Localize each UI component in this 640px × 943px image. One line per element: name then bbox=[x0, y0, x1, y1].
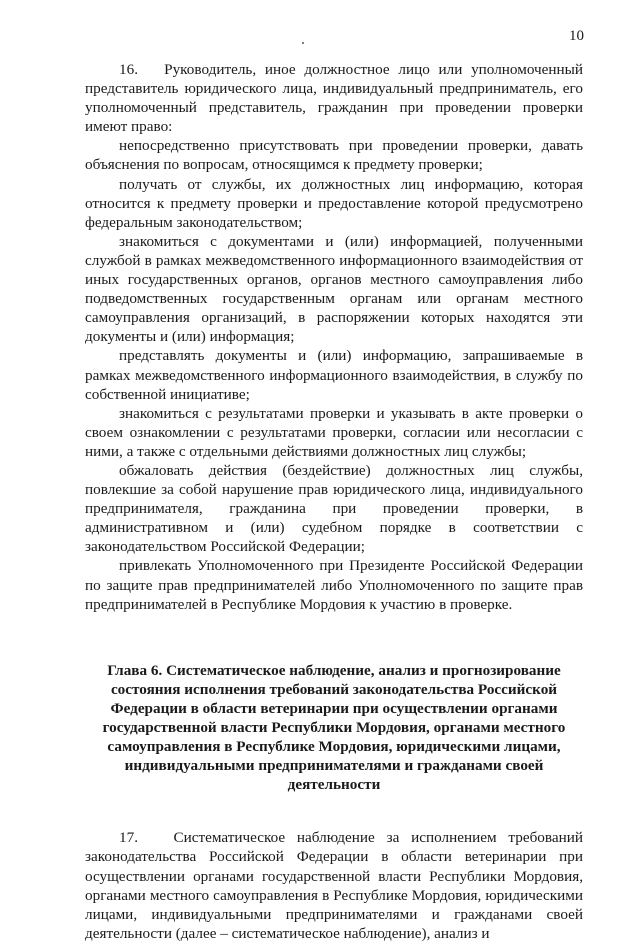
right-item-submit-documents: представлять документы и (или) информацию, запрашиваемые в рамках межведомственного информационного взаимодействия, в службу по собственной инициативе; bbox=[85, 347, 583, 403]
right-item-review-results: знакомиться с результатами проверки и указывать в акте проверки о своем ознакомлении с результатами проверки, согласии или несогласии с ними, а также с отдельными действиями должностных лиц службы; bbox=[85, 404, 583, 460]
paragraph-17: 17. Систематическое наблюдение за исполнением требований законодательства Российской Федерации в области ветеринарии при осуществлении органами государственной власти Республики Мордовия, органами местного самоуправления в Республике Мордовия, юридическими лицами, индивидуальными предпринимателями и гражданами своей деятельности (далее – систематическое наблюдение), анализ и bbox=[85, 829, 583, 942]
right-item-receive-info: получать от службы, их должностных лиц информацию, которая относится к предмету проверки и предоставление которой предусмотрено федеральным законодательством; bbox=[85, 175, 583, 231]
document-body bbox=[85, 60, 583, 943]
scan-speck bbox=[302, 42, 304, 44]
right-item-ombudsman: привлекать Уполномоченного при Президенте Российской Федерации по защите прав предпринимателей либо Уполномоченного по защите прав предпринимателей в Республике Мордовия к участию в проверке. bbox=[85, 557, 583, 613]
chapter-heading: Глава 6. Систематическое наблюдение, анализ и прогнозирование состояния исполнения требований законодательства Российской Федерации в области ветеринарии при осуществлении органами государственной власти Республики Мордовия, органами местного самоуправления в Республике Мордовия, юридическими лицами, индивидуальными предпринимателями и гражданами своей деятельности bbox=[102, 661, 566, 794]
page-number: 10 bbox=[569, 28, 584, 44]
right-item-presence: непосредственно присутствовать при проведении проверки, давать объяснения по вопросам, относящимся к предмету проверки; bbox=[85, 137, 583, 174]
right-item-review-documents: знакомиться с документами и (или) информацией, полученными службой в рамках межведомственного информационного взаимодействия от иных государственных органов, органов местного самоуправления либо подведомственных государственным органам или органам местного самоуправления организаций, в распоряжении которых находятся эти документы и (или) информация; bbox=[85, 232, 583, 346]
paragraph-16: 16. Руководитель, иное должностное лицо или уполномоченный представитель юридического лица, индивидуальный предприниматель, его уполномоченный представитель, гражданин при проведении проверки имеют право: bbox=[85, 61, 583, 136]
right-item-appeal: обжаловать действия (бездействие) должностных лиц службы, повлекшие за собой нарушение прав юридического лица, индивидуального предпринимателя, гражданина при проведении проверки, в административном и (или) судебном порядке в соответствии с законодательством Российской Федерации; bbox=[85, 461, 583, 556]
